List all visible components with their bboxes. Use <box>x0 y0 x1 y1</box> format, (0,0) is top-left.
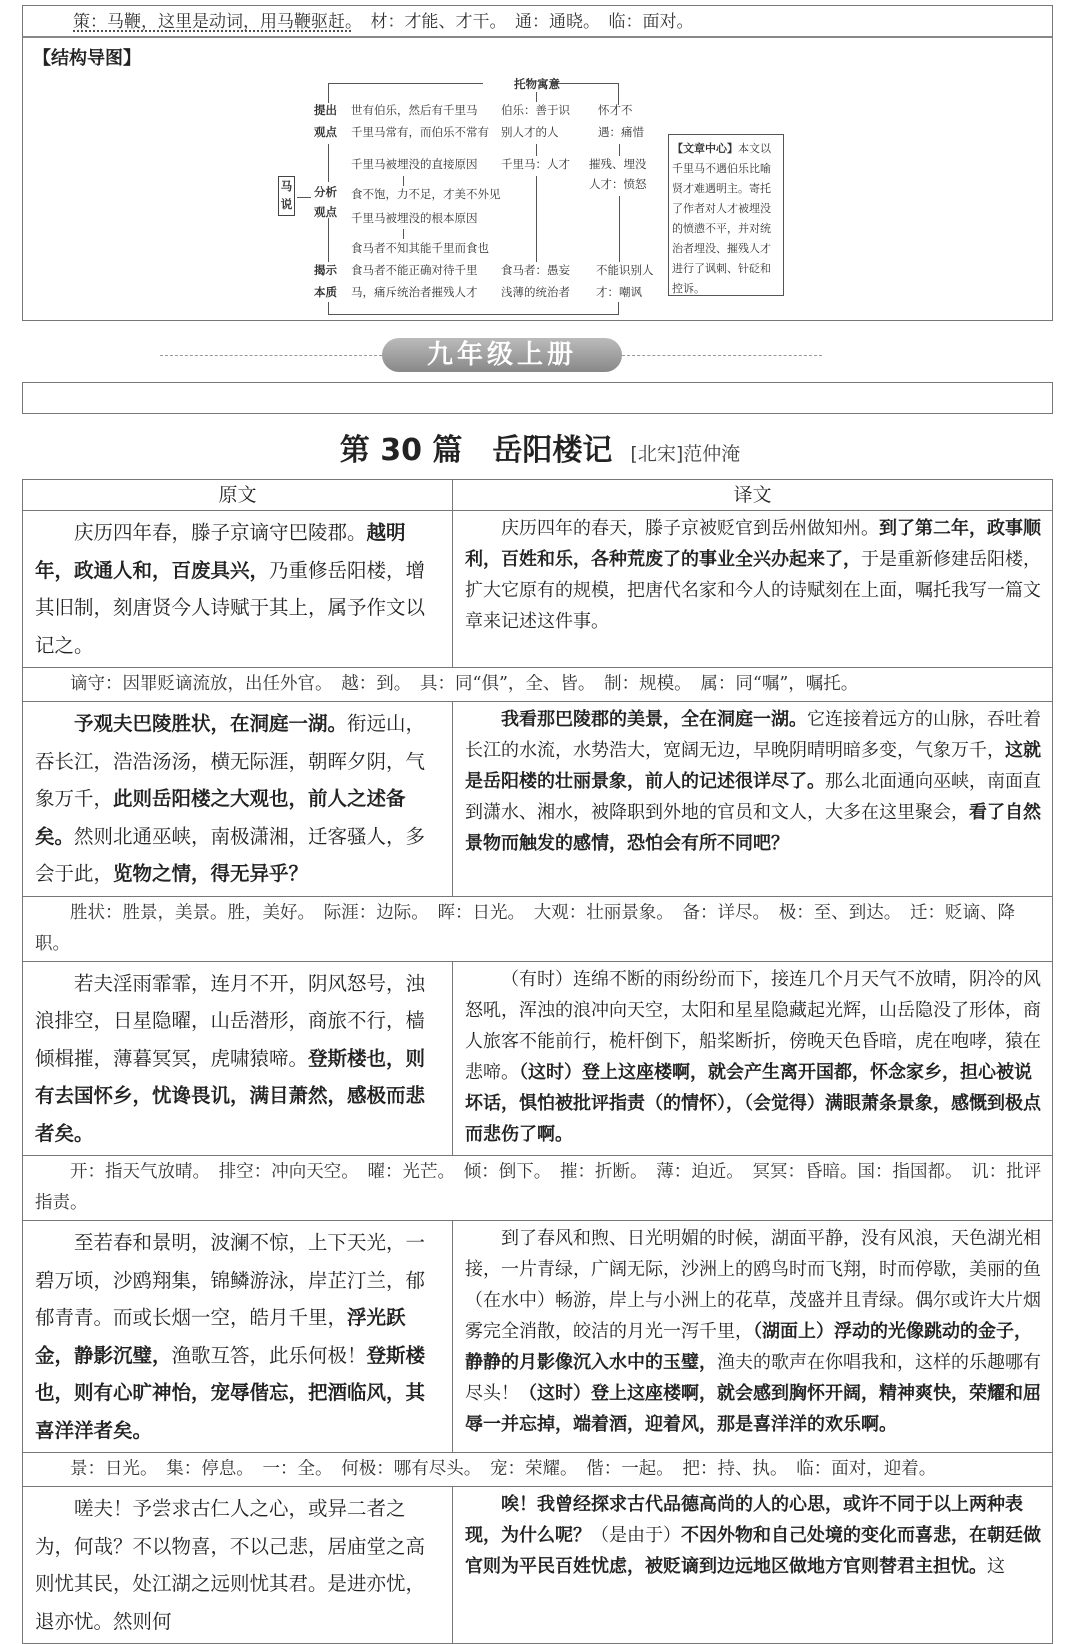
diagram-text: 马，痛斥统治者摧残人才 <box>351 285 478 299</box>
diagram-text: 浅薄的统治者 <box>501 285 570 299</box>
key-sentence: 予观夫巴陵胜状，在洞庭一湖。 <box>74 712 348 735</box>
diagram-text: 千里马被埋没的直接原因 <box>351 157 478 171</box>
note-underlined: 策：马鞭，这里是动词，用马鞭驱赶。 <box>73 12 354 32</box>
text-segment: 那么北面通向巫峡，南面直到潇水、湘水，被降职到外地的官员和文人，大多在这里聚会， <box>465 771 1041 823</box>
vocabulary-notes: 谪守：因罪贬谪流放，出任外官。 越：到。 具：同“俱”，全、皆。 制：规模。 属：同“嘱”，嘱托。 <box>23 668 1052 702</box>
translation-cell <box>453 962 1052 1156</box>
text-segment: 于是重新修建岳阳楼，扩大它原有的规模，把唐代名家和今人的诗赋刻在上面，嘱托我写一篇文章来记述这件事。 <box>465 549 1041 632</box>
diagram-text: 食马者：愚妄 <box>501 263 570 277</box>
original-cell <box>23 1221 453 1452</box>
diagram-text: 千里马常有，而伯乐不常有 <box>351 125 489 139</box>
stage-label: 观点 <box>314 125 337 139</box>
article-title <box>0 425 1080 469</box>
stage-label: 分析 <box>314 185 337 199</box>
text-segment: 庆历四年的春天，滕子京被贬官到岳州做知州。 <box>501 518 879 539</box>
ma-shuo-box: 马说 <box>278 176 295 216</box>
table-row <box>23 962 1052 1157</box>
text-segment: 它连接着远方的山脉，吞吐着长江的水流，水势浩大，宽阔无边，早晚阴晴明暗多变，气象万千， <box>465 709 1041 761</box>
banner-label: 九年级上册 <box>382 338 622 372</box>
vocabulary-notes: 胜状：胜景，美景。胜，美好。 际涯：边际。 晖：日光。 大观：壮丽景象。 备：详尽。 极：至、到达。 迁：贬谪、降职。 <box>23 897 1052 962</box>
diagram-text: 摧残、埋没 <box>589 157 647 171</box>
original-cell <box>23 511 453 667</box>
diagram-text: 别人才的人 <box>501 125 559 139</box>
stage-label: 揭示 <box>314 263 337 277</box>
text-segment: 渔歌互答，此乐何极！ <box>171 1343 367 1367</box>
key-sentence: 越明年，政通人和，百废具兴， <box>35 521 406 582</box>
original-cell <box>23 962 453 1156</box>
diagram-text: 千里马被埋没的根本原因 <box>351 211 478 225</box>
diagram-text: 伯乐：善于识 <box>501 103 570 117</box>
translation-cell <box>453 1487 1052 1643</box>
key-sentence: 唉！我曾经探求古代品德高尚的人的心思，或许不同于以上两种表现，为什么呢？ <box>465 1494 1023 1546</box>
table-row <box>23 511 1052 668</box>
original-cell <box>23 1487 453 1643</box>
author: [北宋]范仲淹 <box>630 443 741 465</box>
translation-cell <box>453 1221 1052 1452</box>
diagram-text: 食不饱，力不足，才美不外见 <box>351 187 501 201</box>
text-segment: 这 <box>987 1556 1005 1577</box>
text-segment: （是由于） <box>591 1525 681 1546</box>
table-row <box>23 1221 1052 1453</box>
translation-cell <box>453 511 1052 667</box>
previous-notes-box <box>22 5 1053 321</box>
text-segment: 渔夫的歌声在你唱我和，这样的乐趣哪有尽头！ <box>465 1352 1041 1404</box>
translation-cell <box>453 702 1052 896</box>
diagram-text: 世有伯乐，然后有千里马 <box>351 103 478 117</box>
text-segment: 乃重修岳阳楼，增其旧制，刻唐贤今人诗赋于其上，属予作文以记之。 <box>35 558 426 657</box>
structure-map-title: 【结构导图】 <box>33 48 141 69</box>
stage-label: 观点 <box>314 205 337 219</box>
stage-label: 提出 <box>314 103 337 117</box>
key-sentence: 浮光跃金，静影沉璧， <box>35 1306 406 1367</box>
key-sentence: （这时）登上这座楼啊，就会感到胸怀开阔，精神爽快，荣耀和屈辱一并忘掉，端着酒，迎着风，那是喜洋洋的欢乐啊。 <box>465 1383 1041 1435</box>
text-segment: 衔远山，吞长江，浩浩汤汤，横无际涯，朝晖夕阴，气象万千， <box>35 712 426 810</box>
diagram-text: 食马者不知其能千里而食也 <box>351 241 489 255</box>
key-sentence: 看了自然景物而触发的感情，恐怕会有所不同吧？ <box>465 802 1041 854</box>
header-original: 原文 <box>23 480 453 510</box>
stage-label: 本质 <box>314 285 337 299</box>
key-sentence: 登斯楼也，则有去国怀乡，忧谗畏讥，满目萧然，感极而悲者矣。 <box>35 1046 426 1145</box>
header-translation: 译文 <box>733 484 772 506</box>
title-text: 第 30 篇 岳阳楼记 <box>339 433 613 468</box>
key-sentence: 到了第二年，政事顺利，百姓和乐，各种荒废了的事业全兴办起来了， <box>465 518 1041 570</box>
table-row <box>23 702 1052 897</box>
table-row <box>23 1487 1052 1644</box>
vocabulary-notes: 开：指天气放晴。 排空：冲向天空。 曜：光芒。 倾：倒下。 摧：折断。 薄：迫近。 冥冥：昏暗。国：指国都。 讥：批评指责。 <box>23 1156 1052 1221</box>
text-segment: 若夫淫雨霏霏，连月不开，阴风怒号，浊浪排空，日星隐曜，山岳潜形，商旅不行，樯倾楫摧，薄暮冥冥，虎啸猿啼。 <box>35 971 426 1070</box>
original-cell <box>23 702 453 896</box>
diagram-text: 不能识别人 <box>596 263 654 277</box>
diagram-top-label: 托物寓意 <box>514 77 560 91</box>
empty-box <box>22 382 1053 414</box>
key-sentence: （这时）登上这座楼啊，就会产生离开国都，怀念家乡，担心被说坏话，惧怕被批评指责（的情怀），（会觉得）满眼萧条景象，感慨到极点而悲伤了啊。 <box>465 1061 1041 1145</box>
key-sentence: （湖面上）浮动的光像跳动的金子，静静的月影像沉入水中的玉璧， <box>465 1321 1032 1373</box>
diagram-text: 怀才不 <box>598 103 633 117</box>
diagram-text: 千里马：人才 <box>501 157 570 171</box>
key-sentence: 览物之情，得无异乎？ <box>113 862 309 885</box>
table-body <box>23 511 1052 1644</box>
grade-banner <box>160 338 920 372</box>
diagram-text: 遇：痛惜 <box>598 125 644 139</box>
center-label: 【文章中心】 <box>672 142 738 155</box>
text-translation-table <box>22 479 1053 1644</box>
top-notes <box>23 6 1052 38</box>
text-segment: 嗟夫！予尝求古仁人之心，或异二者之为，何哉？不以物喜，不以己悲，居庙堂之高则忧其民，处江湖之远则忧其君。是进亦忧，退亦忧。然则何 <box>35 1497 426 1633</box>
structure-diagram <box>261 66 821 318</box>
note-rest: 材：才能、才干。 通：通晓。 临：面对。 <box>353 12 694 32</box>
text-segment: 至若春和景明，波澜不惊，上下天光，一碧万顷，沙鸥翔集，锦鳞游泳，岸芷汀兰，郁郁青青。而或长烟一空，皓月千里， <box>35 1231 426 1329</box>
diagram-text: 人才：愤怒 <box>589 177 647 191</box>
key-sentence: 登斯楼也，则有心旷神怡，宠辱偕忘，把酒临风，其喜洋洋者矣。 <box>35 1343 426 1442</box>
text-segment: 然则北通巫峡，南极潇湘，迁客骚人，多会于此， <box>35 824 426 885</box>
key-sentence: 这就是岳阳楼的壮丽景象，前人的记述很详尽了。 <box>465 740 1041 792</box>
text-segment: 到了春风和煦、日光明媚的时候，湖面平静，没有风浪，天色湖光相接，一片青绿，广阔无际，沙洲上的鸥鸟时而飞翔，时而停歇，美丽的鱼（在水中）畅游，岸上与小洲上的花草，茂盛并且青绿。偶尔或许大片烟雾完全消散，皎洁的月光一泻千里， <box>465 1228 1041 1342</box>
diagram-text: 才：嘲讽 <box>596 285 642 299</box>
text-segment: （有时）连绵不断的雨纷纷而下，接连几个月天气不放晴，阴冷的风怒吼，浑浊的浪冲向天空，太阳和星星隐藏起光辉，山岳隐没了形体，商人旅客不能前行，桅杆倒下，船桨断折，傍晚天色昏暗，虎在咆哮，猿在悲啼。 <box>465 968 1041 1083</box>
key-sentence: 不因外物和自己处境的变化而喜悲，在朝廷做官则为平民百姓忧虑，被贬谪到边远地区做地方官则替君主担忧。 <box>465 1525 1041 1577</box>
key-sentence: 我看那巴陵郡的美景，全在洞庭一湖。 <box>501 709 807 730</box>
diagram-text: 食马者不能正确对待千里 <box>351 263 478 277</box>
article-center-box <box>668 134 784 296</box>
table-header <box>23 480 1052 511</box>
vocabulary-notes: 景：日光。 集：停息。 一：全。 何极：哪有尽头。 宠：荣耀。 偕：一起。 把：持、执。 临：面对，迎着。 <box>23 1453 1052 1487</box>
key-sentence: 此则岳阳楼之大观也，前人之述备矣。 <box>35 787 406 848</box>
text-segment: 庆历四年春，滕子京谪守巴陵郡。 <box>74 521 367 544</box>
center-text: 本文以千里马不遇伯乐比喻贤才难遇明主。寄托了作者对人才被埋没的愤懑不平，并对统治者埋没、摧残人才进行了讽刺、针砭和控诉。 <box>672 142 771 295</box>
